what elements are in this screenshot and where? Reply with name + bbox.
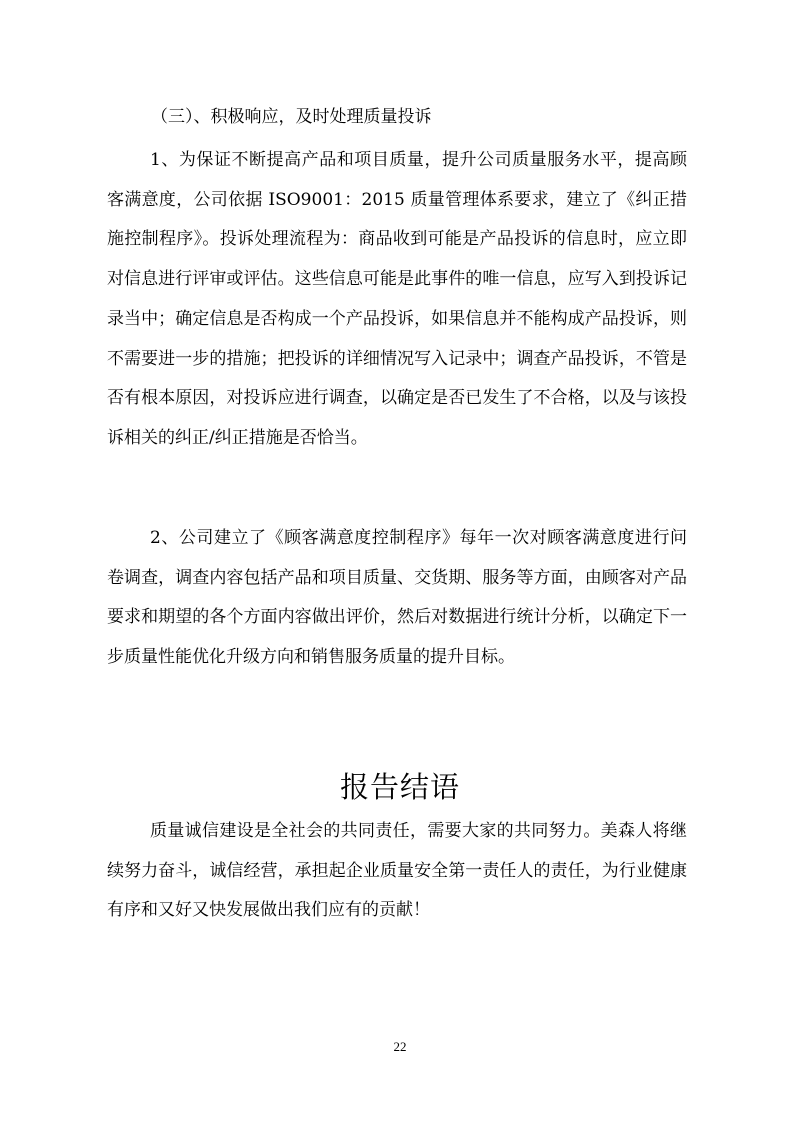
closing-title: 报告结语 bbox=[339, 770, 460, 804]
paragraph-customer-satisfaction: 2、公司建立了《顾客满意度控制程序》每年一次对顾客满意度进行问卷调查，调查内容包括产品和项目质量、交货期、服务等方面，由顾客对产品要求和期望的各个方面内容做出评价，然后对数据进行统计分析，以确定下一步质量性能优化升级方向和销售服务质量的提升目标。 bbox=[107, 528, 687, 668]
section-heading: （三）、积极响应，及时处理质量投诉 bbox=[151, 107, 432, 127]
paragraph-complaint-handling: 1、为保证不断提高产品和项目质量，提升公司质量服务水平，提高顾客满意度，公司依据 ISO9001：2015 质量管理体系要求，建立了《纠正措施控制程序》。投诉处理流程为：商品收到可能是产品投诉的信息时，应立即对信息进行评审或评估。这些信息可能是此事件的唯一信息，应写入到投诉记录当中；确定信息是否构成一个产品投诉，如果信息并不能构成产品投诉，则不需要进一步的措施；把投诉的详细情况写入记录中；调查产品投诉，不管是否有根本原因，对投诉应进行调查，以确定是否已发生了不合格，以及与该投诉相关的纠正/纠正措施是否恰当。 bbox=[107, 150, 687, 448]
page-number: 22 bbox=[393, 1039, 407, 1054]
closing-paragraph: 质量诚信建设是全社会的共同责任，需要大家的共同努力。美森人将继续努力奋斗，诚信经营，承担起企业质量安全第一责任人的责任，为行业健康有序和又好又快发展做出我们应有的贡献！ bbox=[107, 821, 687, 921]
